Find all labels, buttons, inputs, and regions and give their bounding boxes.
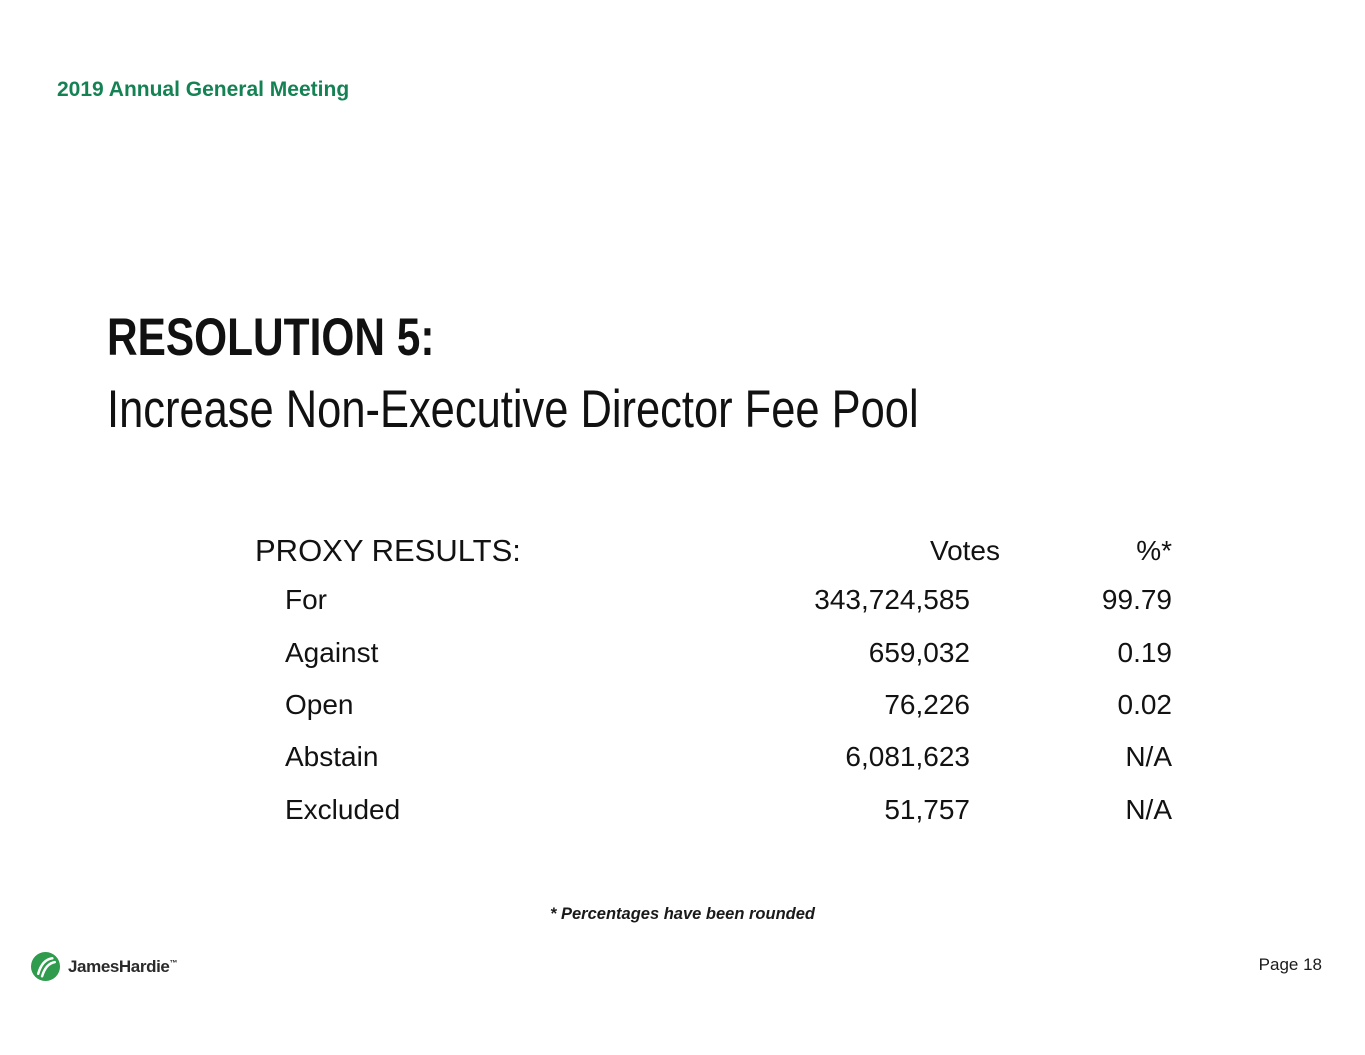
- row-votes: 659,032: [868, 636, 970, 668]
- row-votes: 6,081,623: [845, 741, 970, 773]
- table-header-percent: %*: [1136, 535, 1172, 566]
- resolution-title: RESOLUTION 5:: [107, 308, 435, 367]
- row-label: Abstain: [285, 741, 379, 773]
- row-votes: 343,724,585: [814, 584, 970, 616]
- trademark-symbol: ™: [169, 957, 178, 967]
- brand-wordmark: [68, 957, 177, 977]
- row-percent: 99.79: [1101, 584, 1172, 616]
- row-percent: 0.02: [1117, 688, 1172, 720]
- row-percent: N/A: [1125, 741, 1172, 773]
- table-header-votes: Votes: [929, 535, 1000, 566]
- row-votes: 76,226: [884, 688, 970, 720]
- table-row: [255, 784, 1172, 836]
- table-row: [255, 731, 1172, 783]
- table-row: [255, 679, 1172, 731]
- table-header-row: [255, 528, 1172, 574]
- row-percent: 0.19: [1117, 636, 1172, 668]
- row-label: Excluded: [285, 793, 401, 825]
- jameshardie-logo-icon: [30, 951, 61, 982]
- row-label: Against: [285, 636, 379, 668]
- row-label: For: [285, 584, 327, 616]
- meeting-title: 2019 Annual General Meeting: [57, 78, 350, 101]
- row-percent: N/A: [1125, 793, 1172, 825]
- row-label: Open: [285, 688, 354, 720]
- table-header-label: PROXY RESULTS:: [255, 533, 521, 568]
- row-votes: 51,757: [884, 793, 970, 825]
- percentages-footnote: * Percentages have been rounded: [549, 905, 815, 923]
- proxy-results-table: [255, 528, 1172, 836]
- jameshardie-logo: [30, 951, 177, 982]
- table-row: [255, 574, 1172, 626]
- table-row: [255, 626, 1172, 678]
- resolution-subtitle: Increase Non-Executive Director Fee Pool: [107, 380, 919, 439]
- page-number: Page 18: [1258, 955, 1322, 974]
- brand-name: JamesHardie: [68, 956, 170, 976]
